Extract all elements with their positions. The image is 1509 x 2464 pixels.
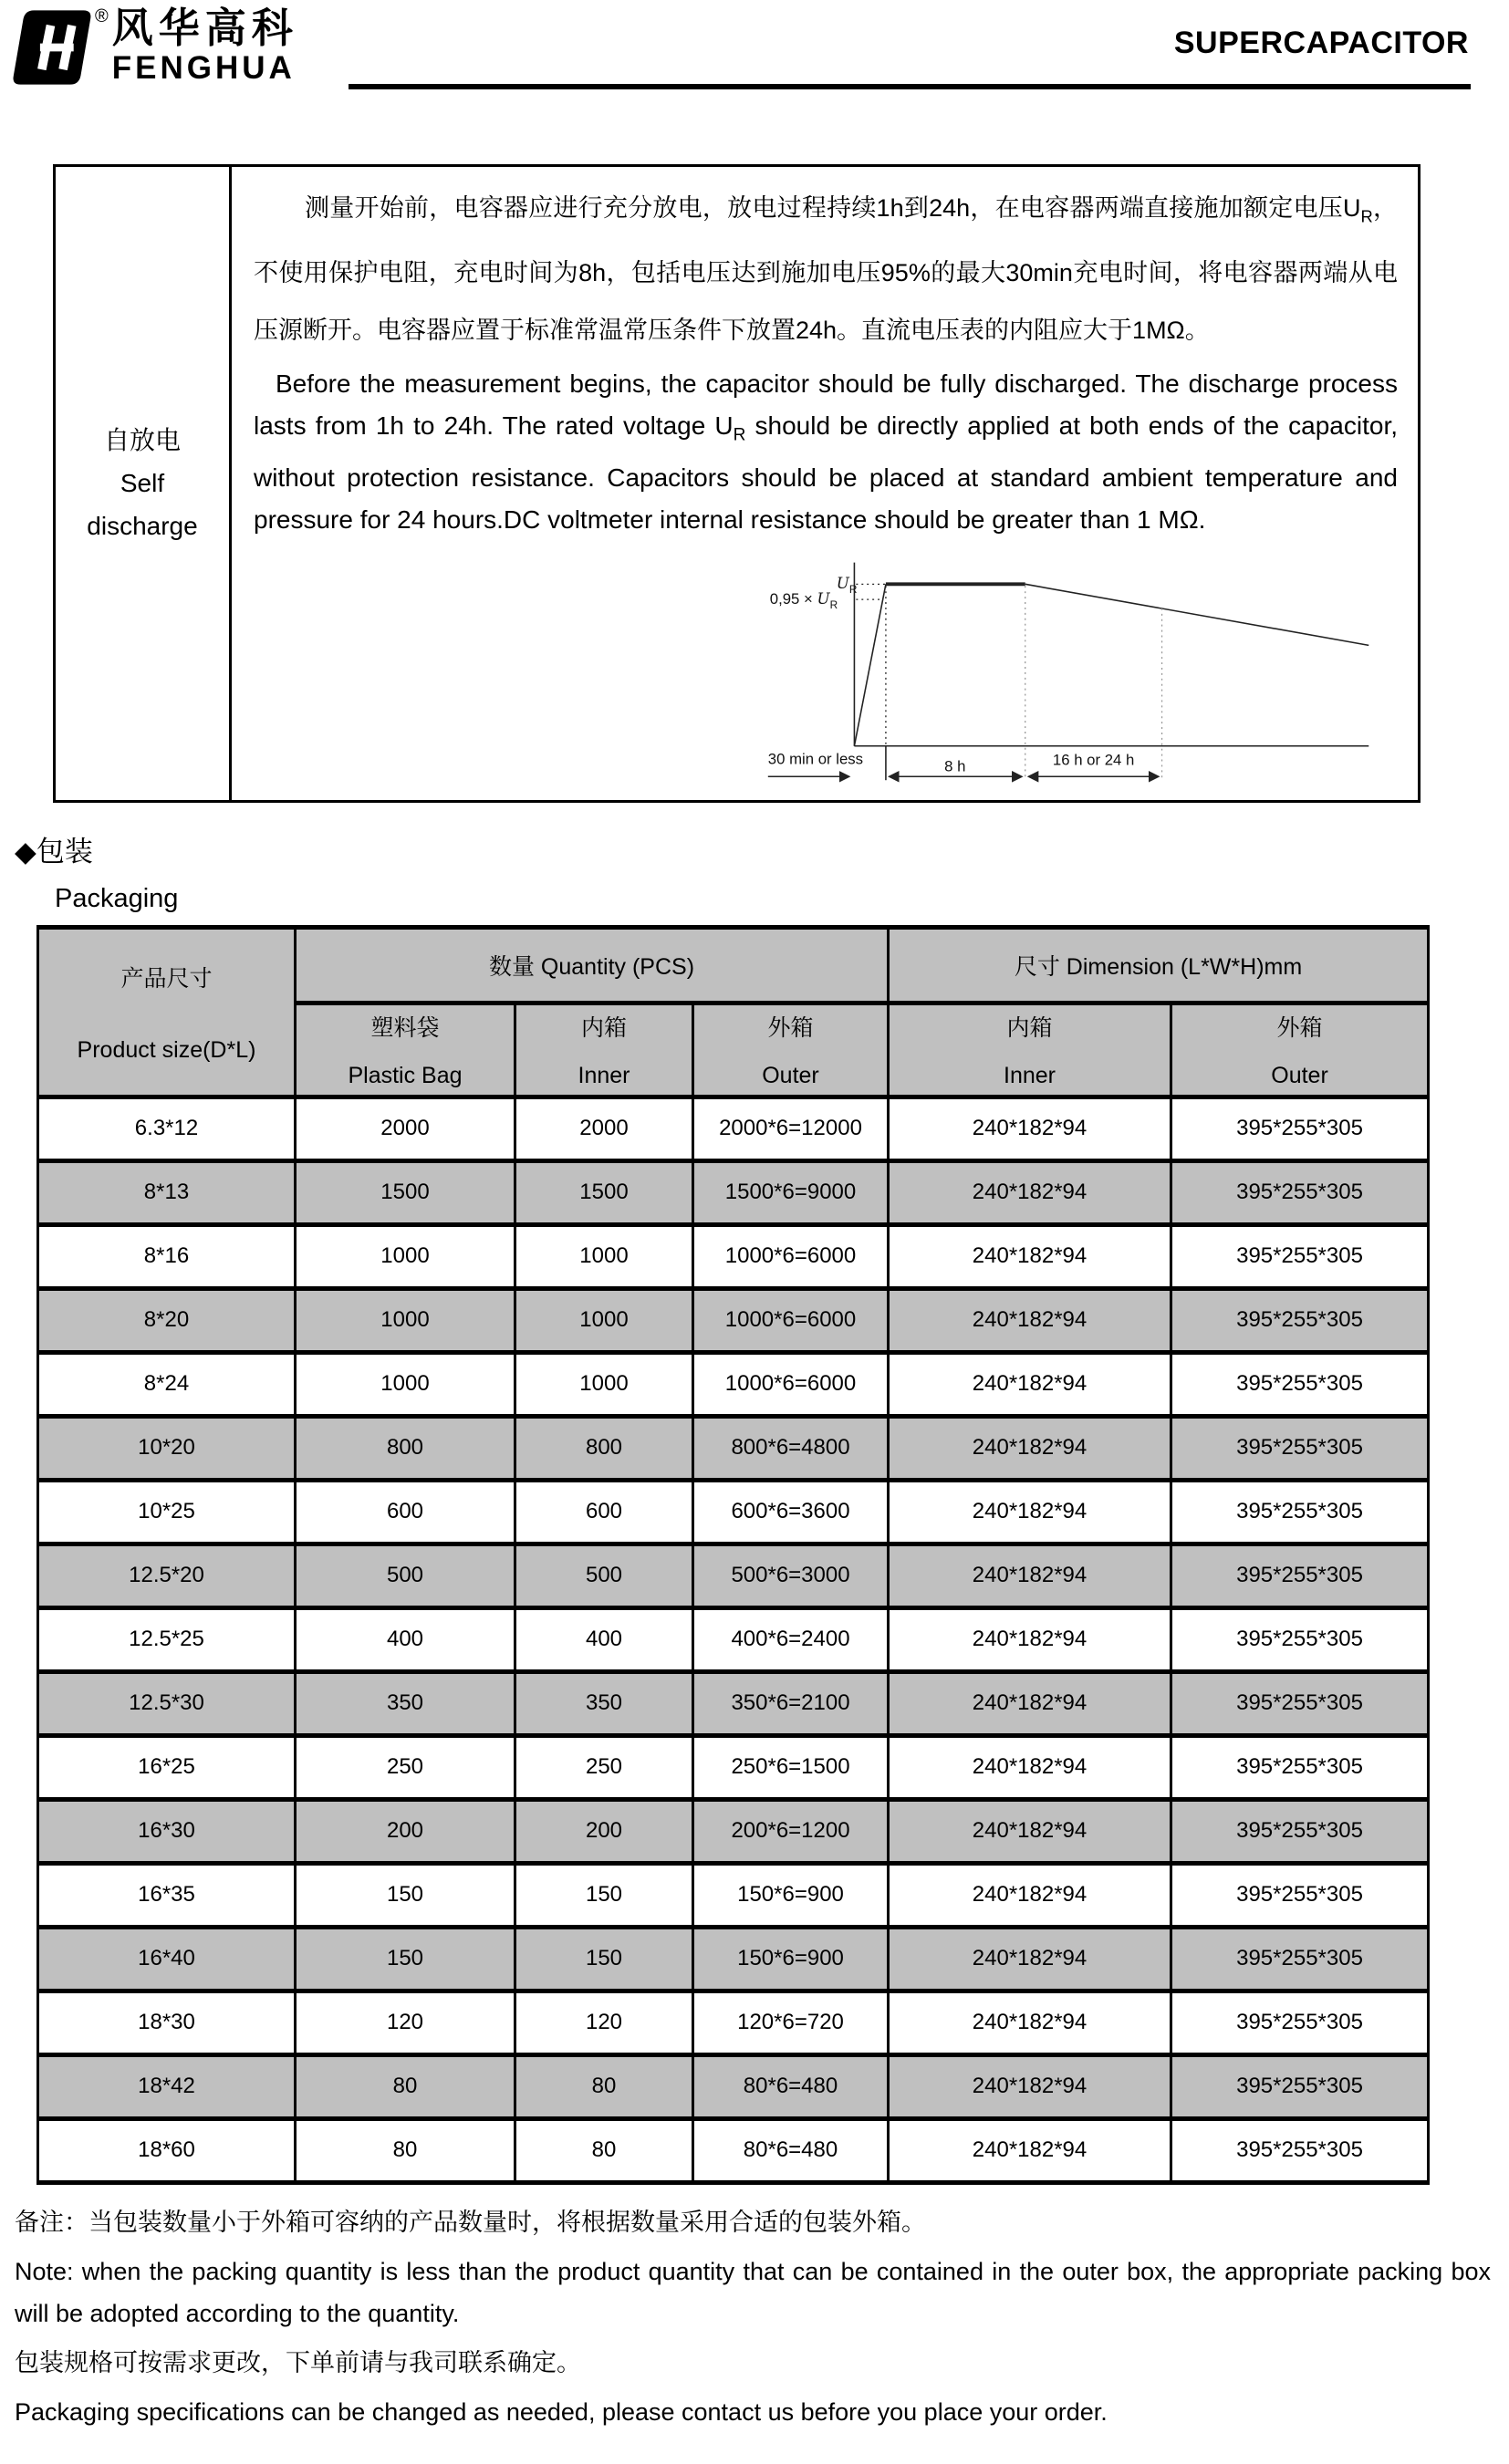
col-header-product-size-cn: 产品尺寸 [120, 965, 213, 992]
table-cell: 1000*6=6000 [693, 1352, 889, 1416]
table-cell: 240*182*94 [889, 1416, 1171, 1480]
table-cell: 16*30 [38, 1799, 296, 1863]
col-header-inner-dim-en: Inner [1004, 1063, 1056, 1089]
col-header-outer-qty-cn: 外箱 [767, 1015, 814, 1042]
packaging-heading [15, 828, 1496, 914]
table-row [38, 1352, 1429, 1416]
table-cell: 120 [296, 1991, 515, 2054]
table-row [38, 1607, 1429, 1671]
table-cell: 240*182*94 [889, 1735, 1171, 1799]
charge-rise-line [854, 584, 886, 745]
table-cell: 16*35 [38, 1863, 296, 1927]
table-row [38, 1544, 1429, 1607]
table-cell: 8*20 [38, 1288, 296, 1352]
table-cell: 250 [515, 1735, 693, 1799]
table-cell: 18*60 [38, 2118, 296, 2182]
brand-name-en: FENGHUA [111, 49, 296, 86]
col-header-outer-dim [1171, 1003, 1429, 1097]
table-cell: 8*13 [38, 1160, 296, 1224]
table-cell: 150 [296, 1863, 515, 1927]
table-cell: 400 [296, 1607, 515, 1671]
table-cell: 1000 [515, 1224, 693, 1288]
table-cell: 600 [515, 1480, 693, 1544]
table-cell: 400*6=2400 [693, 1607, 889, 1671]
table-row [38, 1671, 1429, 1735]
table-row [38, 1927, 1429, 1991]
group-header-dimension: 尺寸 Dimension (L*W*H)mm [889, 927, 1429, 1003]
table-cell: 1500 [515, 1160, 693, 1224]
brand-name-cn: 风华高科 [111, 5, 298, 51]
self-discharge-row-label [56, 167, 232, 800]
table-row [38, 2118, 1429, 2182]
table-cell: 240*182*94 [889, 1097, 1171, 1160]
table-cell: 395*255*305 [1171, 1927, 1429, 1991]
page-title: SUPERCAPACITOR [1173, 26, 1469, 60]
table-cell: 500 [515, 1544, 693, 1607]
table-cell: 800*6=4800 [693, 1416, 889, 1480]
table-cell: 200 [296, 1799, 515, 1863]
table-cell: 150 [515, 1927, 693, 1991]
table-cell: 6.3*12 [38, 1097, 296, 1160]
table-cell: 395*255*305 [1171, 1352, 1429, 1416]
table-row [38, 1416, 1429, 1480]
self-discharge-desc-en: Before the measurement begins, the capacitor should be fully discharged. The discharge process lasts from 1h to 24h. The rated voltage $U_R$ should be directly applied at both ends of the capacitor, without protection resistance. Capacitors should be placed at standard ambient temperature and pressure for 24 hours.DC voltmeter internal resistance should be greater than 1 MΩ. [254, 369, 1398, 534]
table-row [38, 2054, 1429, 2118]
table-cell: 240*182*94 [889, 1991, 1171, 2054]
table-row [38, 1097, 1429, 1160]
table-cell: 8*24 [38, 1352, 296, 1416]
table-cell: 500*6=3000 [693, 1544, 889, 1607]
table-cell: 395*255*305 [1171, 1735, 1429, 1799]
table-cell: 1500*6=9000 [693, 1160, 889, 1224]
col-header-product-size-en: Product size(D*L) [77, 1036, 256, 1063]
table-cell: 1000 [515, 1352, 693, 1416]
table-row [38, 1863, 1429, 1927]
table-cell: 10*25 [38, 1480, 296, 1544]
table-cell: 395*255*305 [1171, 1991, 1429, 2054]
self-discharge-desc-cn: 测量开始前，电容器应进行充分放电，放电过程持续1h到24h，在电容器两端直接施加额定电压$U_R$，不使用保护电阻，充电时间为8h，包括电压达到施加电压95%的最大30min充电时间，将电容器两端从电压源断开。电容器应置于标准常温常压条件下放置24h。直流电压表的内阻应大于1MΩ。 [254, 194, 1399, 345]
table-cell: 350 [515, 1671, 693, 1735]
packaging-table-body [38, 1097, 1429, 2182]
table-cell: 240*182*94 [889, 1544, 1171, 1607]
label-8h: 8 h [944, 757, 966, 775]
table-cell: 1000 [296, 1352, 515, 1416]
table-cell: 395*255*305 [1171, 2054, 1429, 2118]
table-cell: 600 [296, 1480, 515, 1544]
self-discharge-decline-line [1025, 584, 1369, 645]
table-cell: 2000*6=12000 [693, 1097, 889, 1160]
table-cell: 12.5*25 [38, 1607, 296, 1671]
table-cell: 250 [296, 1735, 515, 1799]
col-header-plastic-bag-cn: 塑料袋 [370, 1015, 440, 1042]
table-cell: 80*6=480 [693, 2054, 889, 2118]
note-cn-2: 包装规格可按需求更改，下单前请与我司联系确定。 [15, 2348, 581, 2376]
col-header-product-size [38, 927, 296, 1097]
table-cell: 80 [296, 2118, 515, 2182]
table-cell: 16*25 [38, 1735, 296, 1799]
table-cell: 395*255*305 [1171, 1799, 1429, 1863]
table-cell: 120*6=720 [693, 1991, 889, 2054]
table-cell: 1000 [296, 1288, 515, 1352]
brand-block [112, 7, 298, 87]
table-cell: 80 [515, 2118, 693, 2182]
table-cell: 600*6=3600 [693, 1480, 889, 1544]
table-row [38, 1224, 1429, 1288]
self-discharge-content [232, 167, 1418, 800]
table-row [38, 1991, 1429, 2054]
table-cell: 1000 [296, 1224, 515, 1288]
col-header-outer-dim-en: Outer [1271, 1063, 1328, 1089]
table-cell: 395*255*305 [1171, 1097, 1429, 1160]
table-cell: 240*182*94 [889, 1160, 1171, 1224]
table-row [38, 1735, 1429, 1799]
table-cell: 240*182*94 [889, 1799, 1171, 1863]
table-row [38, 1288, 1429, 1352]
label-30min: 30 min or less [767, 750, 864, 768]
packaging-heading-en: Packaging [55, 883, 179, 913]
table-cell: 240*182*94 [889, 2118, 1171, 2182]
col-header-inner-qty-cn: 内箱 [580, 1015, 627, 1042]
table-cell: 18*42 [38, 2054, 296, 2118]
table-cell: 395*255*305 [1171, 1416, 1429, 1480]
table-cell: 500 [296, 1544, 515, 1607]
table-cell: 12.5*20 [38, 1544, 296, 1607]
fenghua-logo-icon [9, 7, 93, 88]
table-cell: 1000*6=6000 [693, 1224, 889, 1288]
label-16h-24h: 16 h or 24 h [1052, 751, 1135, 769]
table-cell: 120 [515, 1991, 693, 2054]
table-cell: 395*255*305 [1171, 1288, 1429, 1352]
table-cell: 2000 [296, 1097, 515, 1160]
note-en-2: Packaging specifications can be changed as needed, please contact us before you place your order. [15, 2397, 1108, 2426]
table-cell: 395*255*305 [1171, 1544, 1429, 1607]
table-cell: 395*255*305 [1171, 1160, 1429, 1224]
table-cell: 240*182*94 [889, 1480, 1171, 1544]
col-header-outer-qty-en: Outer [762, 1063, 819, 1089]
page-header [9, 7, 1496, 102]
table-cell: 240*182*94 [889, 1671, 1171, 1735]
table-cell: 395*255*305 [1171, 1224, 1429, 1288]
table-cell: 395*255*305 [1171, 2118, 1429, 2182]
table-cell: 395*255*305 [1171, 1863, 1429, 1927]
table-cell: 400 [515, 1607, 693, 1671]
col-header-inner-qty [515, 1003, 693, 1097]
table-cell: 200 [515, 1799, 693, 1863]
self-discharge-label-en-line2: discharge [87, 512, 198, 541]
table-row [38, 1160, 1429, 1224]
table-cell: 150*6=900 [693, 1863, 889, 1927]
table-cell: 395*255*305 [1171, 1607, 1429, 1671]
col-header-outer-dim-cn: 外箱 [1276, 1015, 1323, 1042]
note-cn-1: 备注：当包装数量小于外箱可容纳的产品数量时，将根据数量采用合适的包装外箱。 [15, 2208, 926, 2236]
table-cell: 800 [515, 1416, 693, 1480]
footnotes [15, 2201, 1491, 2433]
col-header-inner-dim [889, 1003, 1171, 1097]
packaging-table-head [38, 927, 1429, 1097]
table-cell: 80 [515, 2054, 693, 2118]
table-cell: 240*182*94 [889, 1288, 1171, 1352]
table-cell: 350 [296, 1671, 515, 1735]
registered-trademark: ® [95, 6, 109, 26]
packaging-table [36, 925, 1430, 2185]
table-cell: 150*6=900 [693, 1927, 889, 1991]
table-cell: 395*255*305 [1171, 1671, 1429, 1735]
ur-label: $U_R$ [836, 574, 858, 597]
table-cell: 350*6=2100 [693, 1671, 889, 1735]
table-cell: 250*6=1500 [693, 1735, 889, 1799]
table-cell: 1000 [515, 1288, 693, 1352]
table-cell: 80*6=480 [693, 2118, 889, 2182]
ur95-label: $0,95 \times U_R$ [769, 588, 838, 611]
table-cell: 240*182*94 [889, 1224, 1171, 1288]
table-cell: 240*182*94 [889, 1607, 1171, 1671]
table-cell: 150 [515, 1863, 693, 1927]
table-cell: 18*30 [38, 1991, 296, 2054]
table-cell: 240*182*94 [889, 1863, 1171, 1927]
table-cell: 10*20 [38, 1416, 296, 1480]
table-cell: 80 [296, 2054, 515, 2118]
table-cell: 240*182*94 [889, 1927, 1171, 1991]
packaging-heading-cn: ◆包装 [15, 835, 93, 868]
col-header-plastic-bag-en: Plastic Bag [348, 1063, 463, 1089]
col-header-plastic-bag [296, 1003, 515, 1097]
table-cell: 16*40 [38, 1927, 296, 1991]
header-rule [349, 84, 1471, 89]
table-row [38, 1480, 1429, 1544]
table-cell: 2000 [515, 1097, 693, 1160]
table-cell: 200*6=1200 [693, 1799, 889, 1863]
table-cell: 12.5*30 [38, 1671, 296, 1735]
self-discharge-section [53, 164, 1421, 803]
self-discharge-label-cn: 自放电 [103, 426, 181, 455]
table-cell: 8*16 [38, 1224, 296, 1288]
col-header-inner-qty-en: Inner [578, 1063, 630, 1089]
col-header-outer-qty [693, 1003, 889, 1097]
table-cell: 150 [296, 1927, 515, 1991]
self-discharge-label-en-line1: Self [120, 469, 165, 498]
group-header-quantity: 数量 Quantity (PCS) [296, 927, 889, 1003]
table-cell: 1000*6=6000 [693, 1288, 889, 1352]
table-cell: 395*255*305 [1171, 1480, 1429, 1544]
table-cell: 1500 [296, 1160, 515, 1224]
table-row [38, 1799, 1429, 1863]
note-en-1: Note: when the packing quantity is less than the product quantity that can be contained in the outer box, the appropriate packing box will be adopted according to the quantity. [15, 2257, 1491, 2327]
col-header-inner-dim-cn: 内箱 [1006, 1015, 1053, 1042]
table-cell: 240*182*94 [889, 1352, 1171, 1416]
table-cell: 800 [296, 1416, 515, 1480]
table-cell: 240*182*94 [889, 2054, 1171, 2118]
self-discharge-voltage-diagram [755, 546, 1385, 789]
